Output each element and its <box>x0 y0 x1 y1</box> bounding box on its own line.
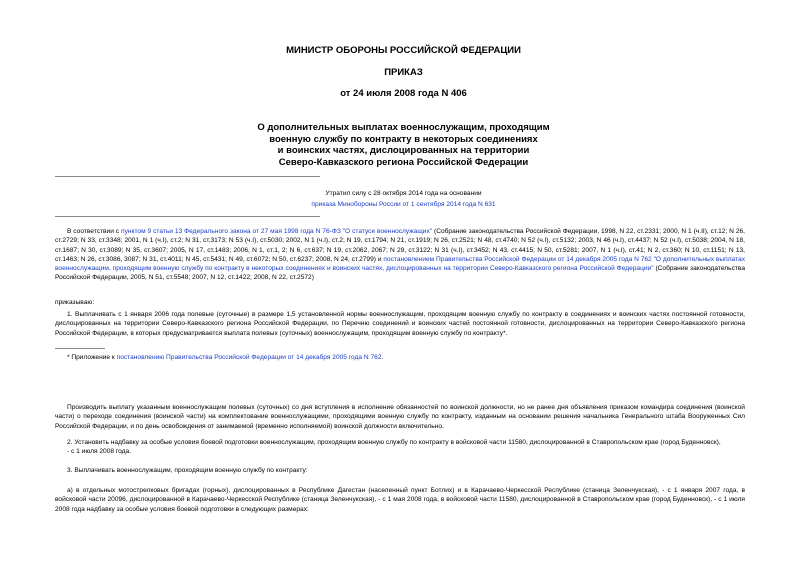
ministry-heading: МИНИСТР ОБОРОНЫ РОССИЙСКОЙ ФЕДЕРАЦИИ <box>286 45 521 56</box>
divider-top <box>55 176 320 177</box>
item-2-date: - с 1 июля 2008 года. <box>67 448 132 455</box>
preamble-text: В соответствии с <box>67 228 121 235</box>
footnote-text: * Приложение к <box>67 354 117 361</box>
footnote-text: . <box>381 354 384 361</box>
title-line: Северо-Кавказского региона Российской Федерации <box>278 156 529 168</box>
order-word: приказываю: <box>55 299 95 306</box>
item-1: 1. Выплачивать с 1 января 2006 года полевые (суточные) в размере 1,5 установленной нормы военнослужащим, проходящим военную службу по контракту в соединениях и воинских частях постоянной готовности, дислоцированных на территории Северо-Кавказского региона Российской Федерации, по Перечню соединений и воинских частей постоянной готовности, дислоцированных на территории Северо-Кавказского региона Российской Федерации, в которых предусматривается выплата полевых (суточных) военнослужащим, проходящим военную службу по контракту*. <box>55 311 745 337</box>
doc-type-heading: ПРИКАЗ <box>384 67 423 78</box>
divider-bottom <box>55 216 320 217</box>
date-number-heading: от 24 июля 2008 года N 406 <box>340 88 467 99</box>
item-3: 3. Выплачивать военнослужащим, проходящим военную службу по контракту: <box>67 467 308 474</box>
law-link[interactable]: пунктом 9 статьи 13 Федерального закона от 27 мая 1998 года N 76-ФЗ "О статусе военнослужащих" <box>121 228 433 235</box>
preamble-text: (Собрание законодательства Российской Федерации, 1998, N 22, ст.2331; 2000, N 1 (ч.II), ст.12; N 26, ст.2729; N 33, ст.3348; 2001, N 1 (ч.I), ст.2; N 31, ст.3173; N 53 (ч.I), ст.5030; 2002, N 1 (ч.I), ст.2; N 19, ст.1794; N 21, ст.1919; N 26, ст.2521; N 48, ст.4740; N 52 (ч.I), ст.5132; 2003, N 46 (ч.I), ст.4437; N 52 (ч.I), ст.5038; 2004, N 18, ст.1687; N 30, ст.3089; N 35, ст.3607; 2005, N 17, ст.1483; 2006, N 1, ст.1, 2; N 6, ст.637; N 19, ст.2062, 2067; N 29, ст.3122; N 31 (ч.I), ст.3452; N 43, ст.4415; N 50, ст.5281; 2007, N 1 (ч.I), ст.41; N 2, ст.360; N 10, ст.1151; N 13, ст.1463; N 26, ст.3086, 3087; N 31, ст.4011; N 45, ст.5431; N 49, ст.6072; N 50, ст.6237; 2008, N 24, ст.2799) и <box>55 228 745 263</box>
field-allowance-paragraph: Производить выплату указанным военнослужащим полевых (суточных) со дня вступления в исполнение обязанностей по воинской должности, но не ранее дня объявления приказом командира соединения (воинской части) о переходе соединения (воинской части) на комплектование военнослужащими, проходящими военную службу по контракту, изданным на основании решения начальника Генерального штаба Вооруженных Сил Российской Федерации, и по день освобождения от занимаемой (временно исполняемой) воинской должности включительно. <box>55 404 745 430</box>
footnote-link[interactable]: постановлению Правительства Российской Федерации от 14 декабря 2005 года N 762 <box>116 354 382 361</box>
status-line: Утратил силу с 28 октября 2014 года на основании <box>325 190 482 197</box>
document-title <box>0 122 807 168</box>
government-decree-link[interactable]: постановлением Правительства Российской Федерации от 14 декабря 2005 года N 762 "О дополнительных выплатах военнослужащим, проходящим военную службу по контракту в некоторых соединениях и воинских частях, дислоцированных на территории Северо-Кавказского региона Российской Федерации" <box>55 255 745 273</box>
footnote <box>67 353 747 362</box>
title-line: О дополнительных выплатах военнослужащим, проходящим <box>257 122 550 133</box>
status-link[interactable]: приказа Минобороны России от 1 сентября 2014 года N 631 <box>311 201 496 208</box>
title-line: и воинских частях, дислоцированных на территории <box>277 145 530 156</box>
preamble-text: (Собрание законодательства Российской Федерации, 2005, N 51, ст.5548; 2007, N 12, ст.1422; 2008, N 22, ст.2572) <box>55 265 745 282</box>
title-line: военную службу по контракту в некоторых соединениях <box>269 133 538 145</box>
preamble-paragraph <box>55 227 745 283</box>
item-3a: а) в отдельных мотострелковых бригадах (горных), дислоцированных в Республике Дагестан (населенный пункт Ботлих) и в Карачаево-Черкесской Республике (станица Зеленчукская), - с 1 января 2007 года, в войсковой части 20096, дислоцированной в Карачаево-Черкесской Республике (станица Зеленчукская), - с 1 мая 2008 года, в войсковой части 11580, дислоцированной в Ставропольском крае (город Буденновск), - с 1 июля 2008 года надбавку за особые условия боевой подготовки в следующих размерах: <box>55 487 745 513</box>
footnote-divider <box>55 348 105 349</box>
item-2: 2. Установить надбавку за особые условия боевой подготовки военнослужащим, проходящим военную службу по контракту в войсковой части 11580, дислоцированной в Ставропольском крае (город Буденновск), <box>67 439 721 446</box>
